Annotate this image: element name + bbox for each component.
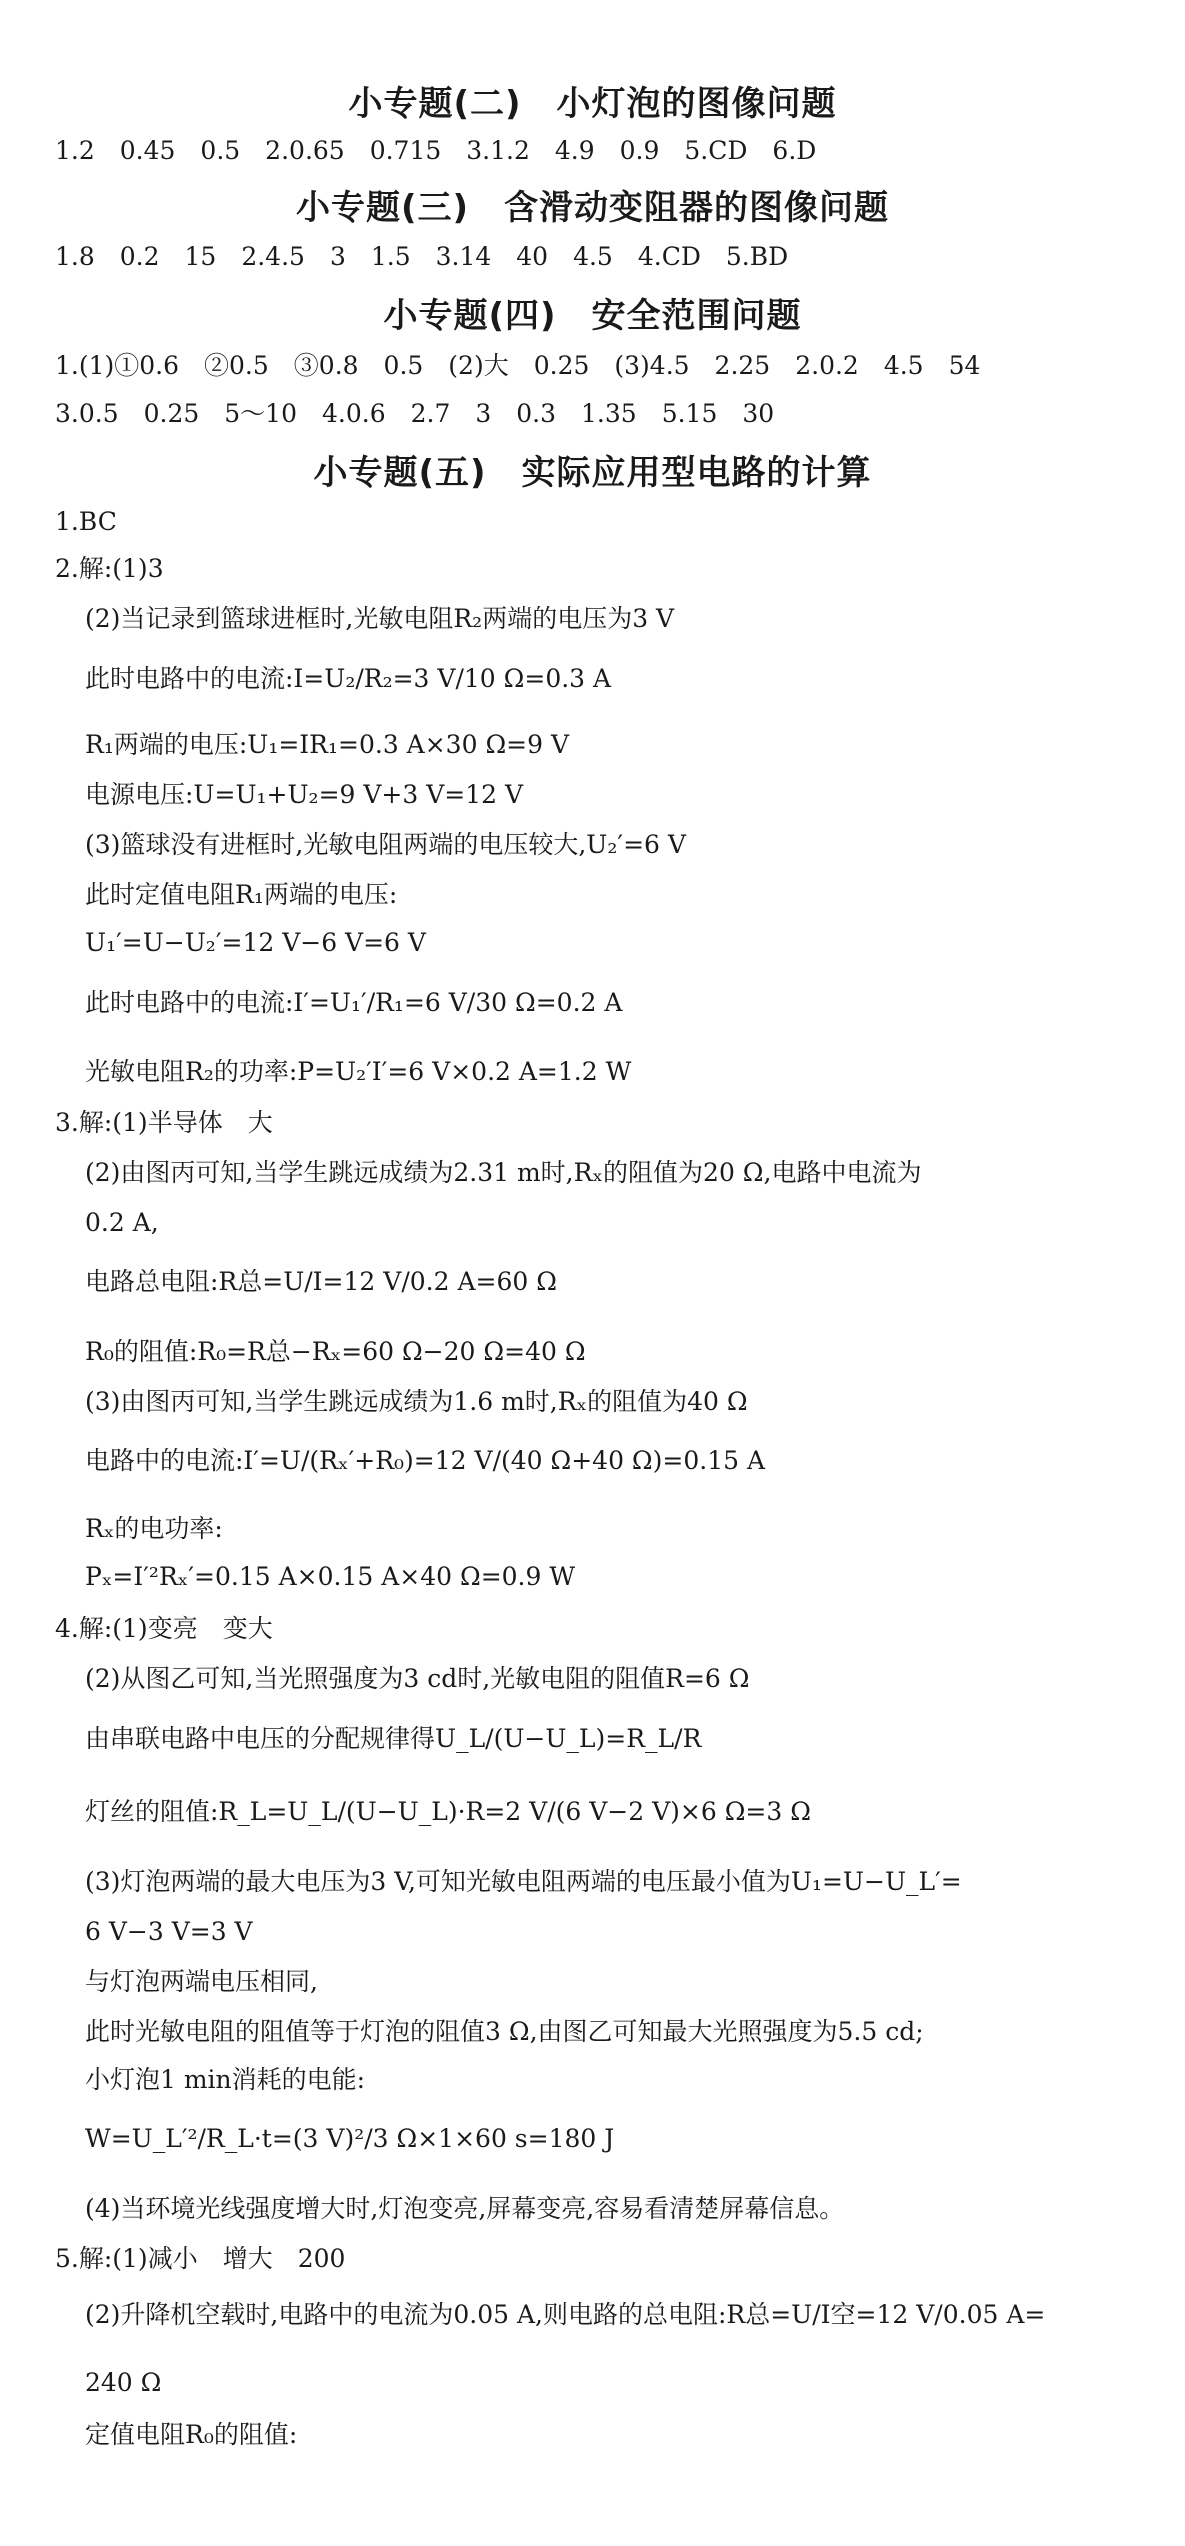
question-5-head: 5.解:(1)减小 增大 200: [55, 2244, 346, 2273]
solution-line: W=U_L′²/R_L·t=(3 V)²/3 Ω×1×60 s=180 J: [85, 2124, 615, 2153]
answer-line: 1.8 0.2 15 2.4.5 3 1.5 3.14 40 4.5 4.CD 5.BD: [55, 242, 789, 271]
solution-line: 电源电压:U=U₁+U₂=9 V+3 V=12 V: [85, 780, 524, 809]
solution-line: 光敏电阻R₂的功率:P=U₂′I′=6 V×0.2 A=1.2 W: [85, 1057, 632, 1086]
solution-line: 由串联电路中电压的分配规律得U_L/(U−U_L)=R_L/R: [85, 1724, 702, 1753]
section-title-2: 小专题(二) 小灯泡的图像问题: [348, 84, 837, 124]
solution-line: (3)篮球没有进框时,光敏电阻两端的电压较大,U₂′=6 V: [85, 830, 686, 859]
answer-line: 3.0.5 0.25 5～10 4.0.6 2.7 3 0.3 1.35 5.15 30: [55, 399, 775, 428]
solution-line: 电路总电阻:R总=U/I=12 V/0.2 A=60 Ω: [85, 1267, 557, 1296]
solution-line: U₁′=U−U₂′=12 V−6 V=6 V: [85, 928, 426, 957]
solution-line: (4)当环境光线强度增大时,灯泡变亮,屏幕变亮,容易看清楚屏幕信息。: [85, 2194, 845, 2223]
solution-line: (2)从图乙可知,当光照强度为3 cd时,光敏电阻的阻值R=6 Ω: [85, 1664, 750, 1693]
solution-line: 此时电路中的电流:I′=U₁′/R₁=6 V/30 Ω=0.2 A: [85, 988, 623, 1017]
solution-line: 与灯泡两端电压相同,: [85, 1967, 318, 1996]
solution-line: 0.2 A,: [85, 1208, 159, 1237]
question-2-head: 2.解:(1)3: [55, 554, 164, 583]
question-4-head: 4.解:(1)变亮 变大: [55, 1614, 273, 1643]
section-title-3: 小专题(三) 含滑动变阻器的图像问题: [295, 188, 890, 228]
solution-line: 此时光敏电阻的阻值等于灯泡的阻值3 Ω,由图乙可知最大光照强度为5.5 cd;: [85, 2017, 924, 2046]
section-title-4: 小专题(四) 安全范围问题: [383, 296, 802, 336]
solution-line: (3)由图丙可知,当学生跳远成绩为1.6 m时,Rₓ的阻值为40 Ω: [85, 1387, 748, 1416]
solution-line: 此时电路中的电流:I=U₂/R₂=3 V/10 Ω=0.3 A: [85, 664, 612, 693]
answer-line: 1.(1)①0.6 ②0.5 ③0.8 0.5 (2)大 0.25 (3)4.5 2.25 2.0.2 4.5 54: [55, 351, 981, 380]
solution-line: 6 V−3 V=3 V: [85, 1917, 253, 1946]
question-1: 1.BC: [55, 507, 117, 536]
solution-line: (2)当记录到篮球进框时,光敏电阻R₂两端的电压为3 V: [85, 604, 675, 633]
answer-line: 1.2 0.45 0.5 2.0.65 0.715 3.1.2 4.9 0.9 5.CD 6.D: [55, 136, 817, 165]
solution-line: Pₓ=I′²Rₓ′=0.15 A×0.15 A×40 Ω=0.9 W: [85, 1562, 576, 1591]
solution-line: (2)由图丙可知,当学生跳远成绩为2.31 m时,Rₓ的阻值为20 Ω,电路中电流为: [85, 1158, 922, 1187]
solution-line: 定值电阻R₀的阻值:: [85, 2420, 298, 2449]
solution-line: 小灯泡1 min消耗的电能:: [85, 2065, 366, 2094]
question-3-head: 3.解:(1)半导体 大: [55, 1108, 273, 1137]
solution-line: 此时定值电阻R₁两端的电压:: [85, 880, 398, 909]
solution-line: Rₓ的电功率:: [85, 1514, 223, 1543]
section-title-5: 小专题(五) 实际应用型电路的计算: [313, 453, 872, 493]
solution-line: R₁两端的电压:U₁=IR₁=0.3 A×30 Ω=9 V: [85, 730, 570, 759]
solution-line: (2)升降机空载时,电路中的电流为0.05 A,则电路的总电阻:R总=U/I空=12 V/0.05 A=: [85, 2300, 1046, 2329]
solution-line: R₀的阻值:R₀=R总−Rₓ=60 Ω−20 Ω=40 Ω: [85, 1337, 586, 1366]
solution-line: 电路中的电流:I′=U/(Rₓ′+R₀)=12 V/(40 Ω+40 Ω)=0.15 A: [85, 1446, 766, 1475]
solution-line: (3)灯泡两端的最大电压为3 V,可知光敏电阻两端的电压最小值为U₁=U−U_L′=: [85, 1867, 962, 1896]
solution-line: 240 Ω: [85, 2368, 162, 2397]
solution-line: 灯丝的阻值:R_L=U_L/(U−U_L)·R=2 V/(6 V−2 V)×6 Ω=3 Ω: [85, 1797, 811, 1826]
